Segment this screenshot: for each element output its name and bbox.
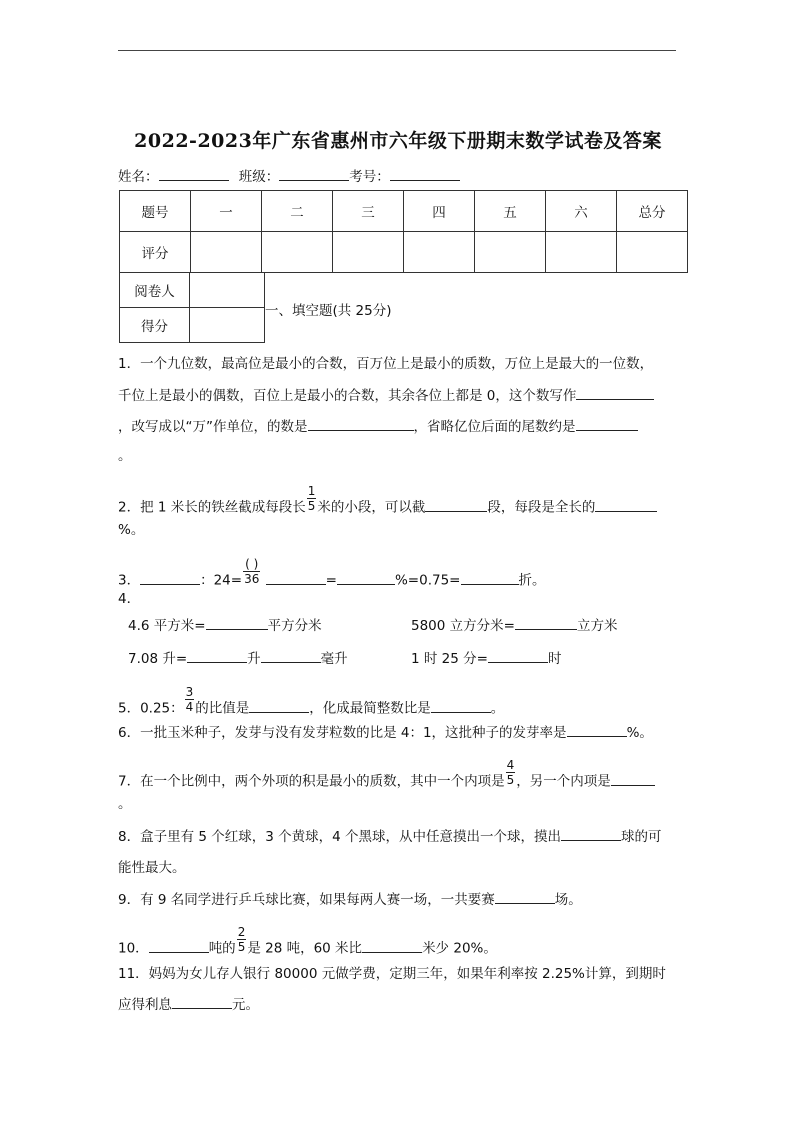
fraction-two-fifths: $\frac{2}{5}$ (237, 925, 246, 954)
q4-text: 时 (547, 651, 562, 667)
q5-text: 的比值是 (195, 700, 250, 717)
q10-line (118, 925, 497, 963)
q9-text: 9．有 9 名同学进行乒乓球比赛，如果每两人赛一场，一共要赛 (118, 892, 495, 908)
q6-text: %。 (626, 725, 653, 741)
q1-line-1: 1．一个九位数，最高位是最小的合数，百万位上是最小的质数，万位上是最大的一位数， (118, 356, 654, 372)
q4-text: 立方米 (576, 618, 618, 634)
q3-text: ：24= (200, 572, 243, 589)
class-blank[interactable] (279, 168, 349, 181)
q4-text: 平方分米 (267, 618, 322, 634)
q3-blank-2[interactable] (266, 572, 326, 585)
q3-line (118, 557, 546, 595)
score-cell[interactable] (475, 232, 546, 273)
q5-text: 。 (490, 700, 505, 717)
q3-blank-1[interactable] (140, 572, 200, 585)
q1-text: 千位上是最小的偶数，百位上是最小的合数，其余各位上都是 0，这个数写作 (118, 388, 577, 404)
score-cell[interactable] (404, 232, 475, 273)
q4-text: 5800 立方分米= (411, 618, 515, 634)
q4-blank-1[interactable] (206, 617, 268, 630)
q6-line (118, 721, 653, 741)
name-blank[interactable] (159, 168, 229, 181)
q6-text: 6．一批玉米种子，发芽与没有发芽粒数的比是 4：1，这批种子的发芽率是 (118, 725, 567, 741)
q11-blank[interactable] (172, 996, 232, 1009)
score-header-cell: 三 (333, 191, 404, 232)
score-header-cell: 六 (546, 191, 617, 232)
q10-text: 吨的 (208, 940, 236, 957)
q4-blank-2[interactable] (515, 617, 577, 630)
header-rule (118, 50, 676, 51)
q7-text: 7．在一个比例中，两个外项的积是最小的质数，其中一个内项是 (118, 773, 505, 790)
q3-text: %=0.75= (394, 572, 461, 589)
q2-blank-2[interactable] (595, 499, 657, 512)
q2-line-2: %。 (118, 522, 145, 538)
q5-text: ，化成最简整数比是 (309, 700, 431, 717)
q7-line-2: 。 (118, 796, 132, 812)
q10-text: 是 28 吨，60 米比 (247, 940, 363, 957)
reviewer-label: 阅卷人 (120, 273, 190, 308)
score-table (119, 190, 688, 273)
q3-text: 折。 (518, 572, 546, 589)
q11-line-2 (118, 993, 259, 1013)
q3-text: 3． (118, 572, 141, 589)
q2-text: 2．把 1 米长的铁丝截成每段长 (118, 499, 306, 516)
exam-no-label: 考号： (349, 169, 390, 185)
q1-line-4: 。 (118, 448, 132, 464)
class-label: 班级： (238, 169, 280, 185)
q7-blank[interactable] (611, 773, 655, 786)
score-cell[interactable] (191, 232, 262, 273)
grader-score-cell[interactable] (190, 308, 265, 343)
grader-score-label: 得分 (120, 308, 190, 343)
q4-item-3 (128, 647, 348, 667)
q10-text: 10． (118, 940, 149, 957)
q4-blank-3[interactable] (187, 650, 247, 663)
q9-text: 场。 (554, 892, 582, 908)
q1-line-3 (118, 415, 638, 435)
q4-label: 4． (118, 591, 141, 607)
name-label: 姓名： (118, 169, 159, 185)
q8-text: 8．盒子里有 5 个红球，3 个黄球，4 个黑球，从中任意摸出一个球，摸出 (118, 829, 562, 845)
q5-blank-1[interactable] (249, 700, 309, 713)
q5-text: 5．0.25： (118, 700, 184, 717)
q1-blank-2[interactable] (308, 418, 414, 431)
q3-blank-3[interactable] (337, 572, 395, 585)
score-header-cell: 五 (475, 191, 546, 232)
q9-line (118, 888, 582, 908)
q4-text: 升 (247, 651, 261, 667)
reviewer-cell[interactable] (190, 273, 265, 308)
q11-line-1: 11．妈妈为女儿存人银行 80000 元做学费，定期三年，如果年利率按 2.25%计算，到期时 (118, 966, 666, 982)
score-header-cell: 题号 (120, 191, 191, 232)
fraction-three-fourths: $\frac{3}{4}$ (185, 685, 194, 714)
q11-text: 元。 (232, 997, 259, 1013)
q3-blank-4[interactable] (461, 572, 519, 585)
q4-text: 毫升 (320, 651, 348, 667)
q11-text: 应得利息 (118, 997, 172, 1013)
q7-line-1 (118, 758, 655, 796)
q10-text: 米少 20%。 (422, 940, 497, 957)
score-cell[interactable] (617, 232, 688, 273)
q2-text: 米的小段，可以截 (317, 499, 426, 516)
q4-text: 1 时 25 分= (411, 651, 488, 667)
q8-line-1 (118, 825, 662, 845)
score-row-label: 评分 (120, 232, 191, 273)
fraction-blank-over-36: $\frac{( )}{36}$ (244, 557, 260, 586)
score-header-cell: 四 (404, 191, 475, 232)
q1-blank-3[interactable] (576, 418, 638, 431)
q1-blank-1[interactable] (576, 387, 654, 400)
student-info-line (118, 165, 460, 185)
q9-blank[interactable] (495, 891, 555, 904)
q1-text: ，省略亿位后面的尾数约是 (413, 419, 576, 435)
q10-blank-2[interactable] (362, 940, 422, 953)
score-header-cell: 二 (262, 191, 333, 232)
q4-item-1 (128, 614, 322, 634)
q4-blank-4[interactable] (261, 650, 321, 663)
q8-blank[interactable] (561, 828, 621, 841)
fraction-one-fifth: $\frac{1}{5}$ (307, 484, 316, 513)
grader-table (119, 272, 265, 343)
q1-line-2 (118, 384, 654, 404)
q8-line-2: 能性最大。 (118, 860, 186, 876)
q4-blank-5[interactable] (488, 650, 548, 663)
fraction-four-fifths: $\frac{4}{5}$ (506, 758, 515, 787)
q10-blank-1[interactable] (149, 940, 209, 953)
score-cell[interactable] (262, 232, 333, 273)
q5-blank-2[interactable] (431, 700, 491, 713)
q2-text: 段，每段是全长的 (487, 499, 596, 516)
score-header-cell: 一 (191, 191, 262, 232)
score-cell[interactable] (333, 232, 404, 273)
q5-line (118, 685, 505, 723)
q7-text: ，另一个内项是 (516, 773, 611, 790)
q3-text: = (325, 572, 337, 589)
score-cell[interactable] (546, 232, 617, 273)
q1-text: ，改写成以“万”作单位，的数是 (118, 419, 308, 435)
q4-text: 7.08 升= (128, 651, 188, 667)
q4-item-4 (411, 647, 561, 667)
q2-blank-1[interactable] (425, 499, 487, 512)
q6-blank[interactable] (567, 724, 627, 737)
score-header-cell: 总分 (617, 191, 688, 232)
q4-text: 4.6 平方米= (128, 618, 206, 634)
q4-item-2 (411, 614, 617, 634)
page-title: 2022-2023年广东省惠州市六年级下册期末数学试卷及答案 (134, 130, 662, 152)
exam-no-blank[interactable] (390, 168, 460, 181)
q8-text: 球的可 (621, 829, 662, 845)
q2-line-1 (118, 484, 657, 522)
section-title: 一、填空题(共 25分) (265, 303, 392, 319)
